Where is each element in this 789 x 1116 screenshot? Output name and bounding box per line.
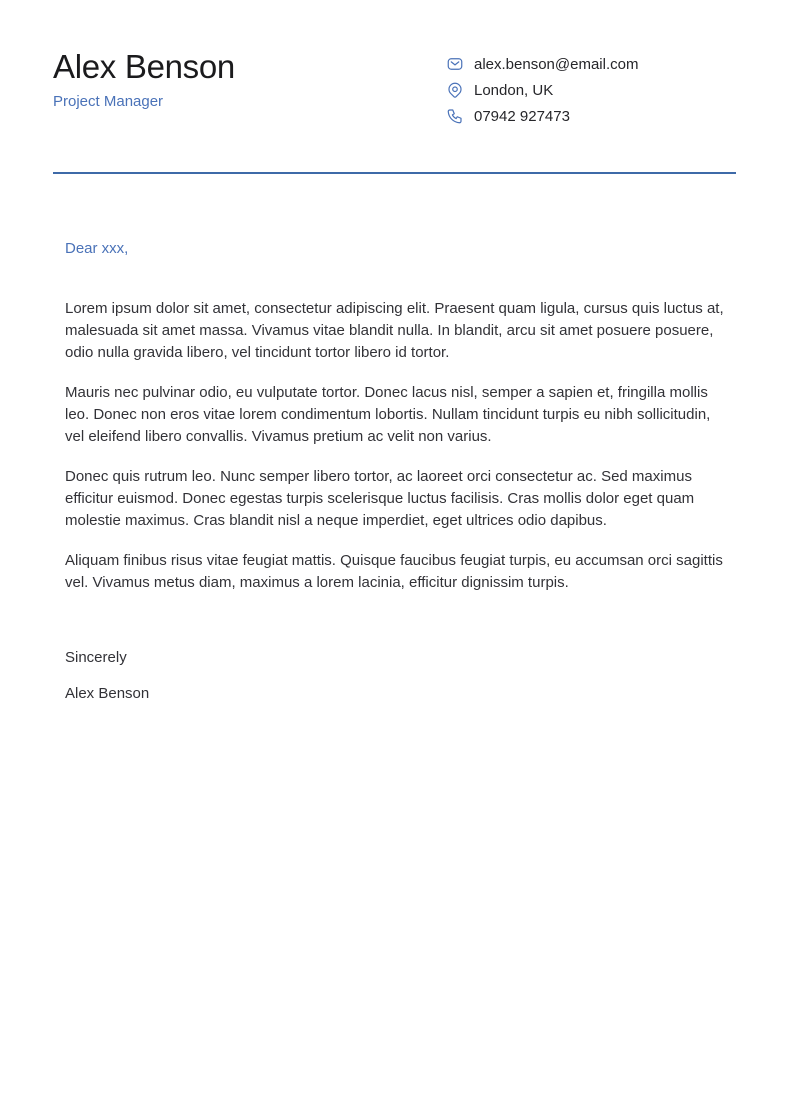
header	[53, 48, 736, 129]
header-divider	[53, 172, 736, 174]
job-title: Project Manager	[53, 93, 164, 110]
candidate-name: Alex Benson	[53, 48, 235, 85]
phone-icon	[446, 107, 464, 125]
contact-location-text: London, UK	[474, 81, 554, 99]
letter-body	[65, 238, 736, 705]
salutation: Dear xxx,	[65, 240, 129, 257]
letter-paragraph: Aliquam finibus risus vitae feugiat mattis. Quisque faucibus feugiat turpis, eu accumsan orci sagittis vel. Vivamus metus diam, maximus a lorem lacinia, efficitur dignissim turpis.	[65, 552, 723, 591]
letter-paragraph: Donec quis rutrum leo. Nunc semper libero tortor, ac laoreet orci consectetur ac. Sed maximus efficitur euismod. Donec egestas turpis scelerisque luctus facilisis. Cras mollis dolor eget quam molestie maximus. Cras blandit nisl a neque imperdiet, eget ultrices odio dapibus.	[65, 468, 695, 529]
contact-list	[446, 51, 736, 129]
letter-paragraph: Lorem ipsum dolor sit amet, consectetur adipiscing elit. Praesent quam ligula, cursus quis luctus at, malesuada sit amet massa. Vivamus vitae blandit nulla. In blandit, arcu sit amet posuere posuere, odio nulla gravida libero, vel tincidunt tortor libero id tortor.	[65, 300, 724, 361]
letter-paragraph: Mauris nec pulvinar odio, eu vulputate tortor. Donec lacus nisl, semper a sapien et, fringilla mollis leo. Donec non eros vitae lorem condimentum lobortis. Nullam tincidunt turpis eu nibh sollicitudin, vel eleifend libero convallis. Vivamus pretium ac velit non varius.	[65, 384, 711, 445]
map-pin-icon	[446, 81, 464, 99]
mail-icon	[446, 55, 464, 73]
contact-row-location	[446, 77, 736, 103]
contact-row-phone	[446, 103, 736, 129]
contact-email-text: alex.benson@email.com	[474, 55, 639, 73]
contact-phone-text: 07942 927473	[474, 107, 570, 125]
identity-block	[53, 48, 235, 112]
contact-row-email	[446, 51, 736, 77]
signature-name: Alex Benson	[65, 685, 150, 702]
closing: Sincerely	[65, 649, 127, 666]
